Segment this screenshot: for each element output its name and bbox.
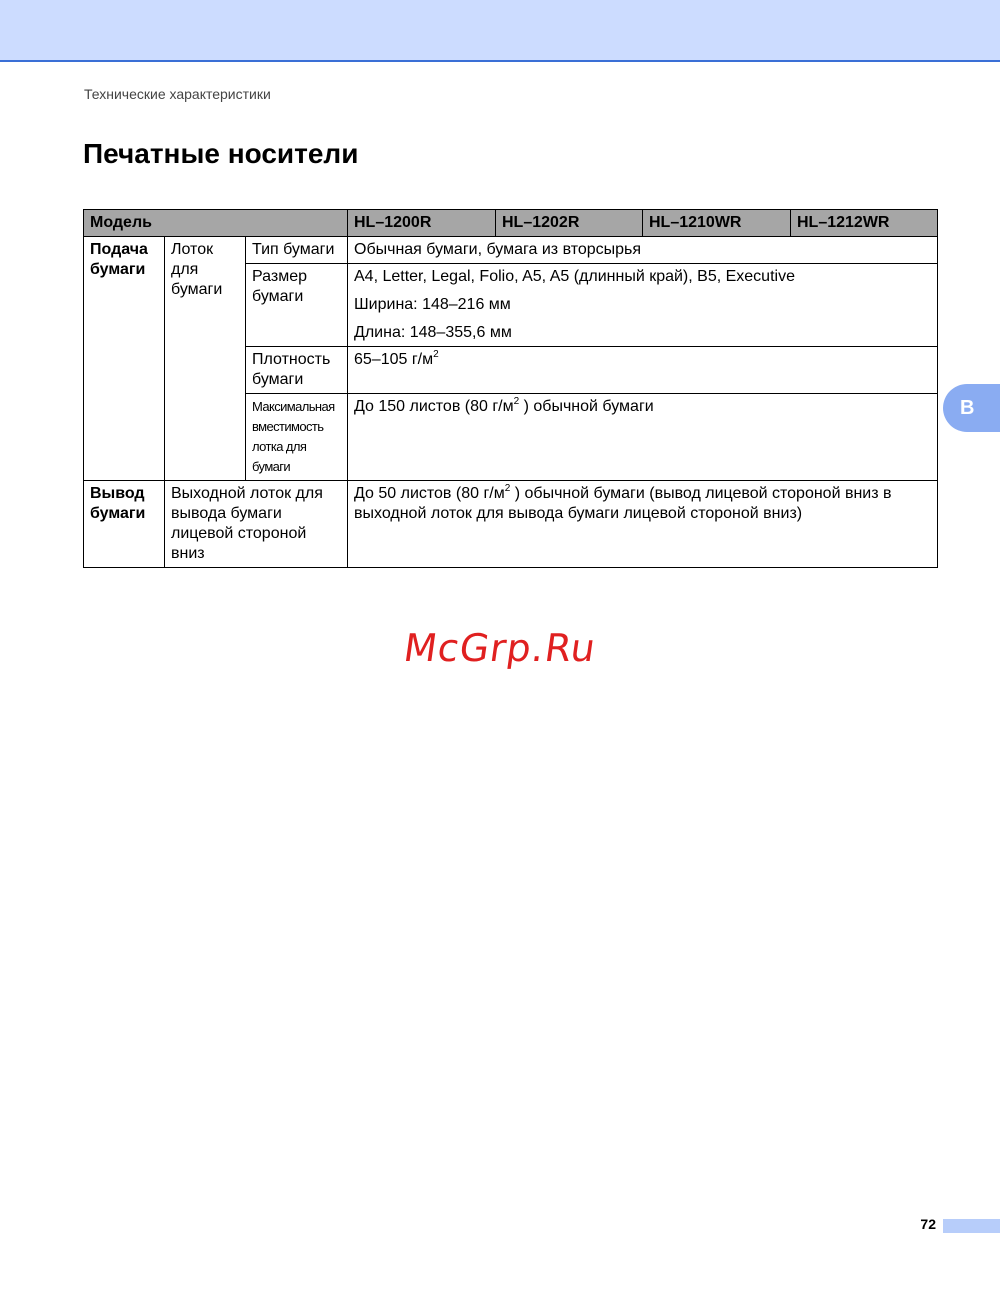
- paper-size-formats: A4, Letter, Legal, Folio, A5, A5 (длинный край), B5, Executive: [354, 268, 795, 285]
- model-column-header: HL–1200R: [348, 210, 496, 237]
- output-tray-label: Выходной лоток для вывода бумаги лицевой стороной вниз: [165, 481, 348, 568]
- paper-type-label: Тип бумаги: [246, 237, 348, 264]
- table-row: [84, 237, 938, 264]
- table-header-row: [84, 210, 938, 237]
- watermark-text: McGrp.Ru: [401, 626, 599, 670]
- capacity-value-suffix: ) обычной бумаги: [519, 398, 654, 415]
- input-tray-label: Лоток для бумаги: [165, 237, 246, 481]
- input-section-label: Подача бумаги: [84, 237, 165, 481]
- weight-superscript: 2: [433, 349, 439, 360]
- table-row: [84, 481, 938, 568]
- model-column-header: HL–1212WR: [791, 210, 938, 237]
- capacity-value-prefix: До 150 листов (80 г/м: [354, 398, 514, 415]
- appendix-tab[interactable]: B: [943, 384, 1000, 432]
- weight-label: Плотность бумаги: [246, 347, 348, 394]
- model-column-header: HL–1210WR: [643, 210, 791, 237]
- page-number: 72: [920, 1216, 936, 1232]
- model-header: Модель: [84, 210, 348, 237]
- page-title: Печатные носители: [83, 138, 359, 169]
- paper-type-value: Обычная бумаги, бумага из вторсырья: [348, 237, 938, 264]
- paper-size-label: Размер бумаги: [246, 264, 348, 347]
- weight-value-text: 65–105 г/м: [354, 351, 434, 368]
- capacity-label: Максимальная вместимость лотка для бумаги: [246, 394, 348, 481]
- output-value: [348, 481, 938, 568]
- page-number-bar: [943, 1219, 1000, 1233]
- capacity-superscript: 2: [513, 396, 520, 407]
- paper-size-value: [348, 264, 938, 347]
- spec-table: [83, 209, 938, 568]
- weight-value: [348, 347, 938, 394]
- output-value-suffix: ) обычной бумаги (вывод лицевой стороной вниз в выходной лоток для вывода бумаги лицевой стороной вниз): [354, 485, 892, 522]
- paper-size-width: Ширина: 148–216 мм: [354, 296, 511, 313]
- capacity-value: [348, 394, 938, 481]
- header-band: [0, 0, 1000, 62]
- output-section-label: Вывод бумаги: [84, 481, 165, 568]
- output-superscript: 2: [504, 483, 511, 494]
- paper-size-length: Длина: 148–355,6 мм: [354, 324, 512, 341]
- model-column-header: HL–1202R: [496, 210, 643, 237]
- output-value-prefix: До 50 листов (80 г/м: [354, 485, 505, 502]
- breadcrumb: Технические характеристики: [84, 86, 271, 102]
